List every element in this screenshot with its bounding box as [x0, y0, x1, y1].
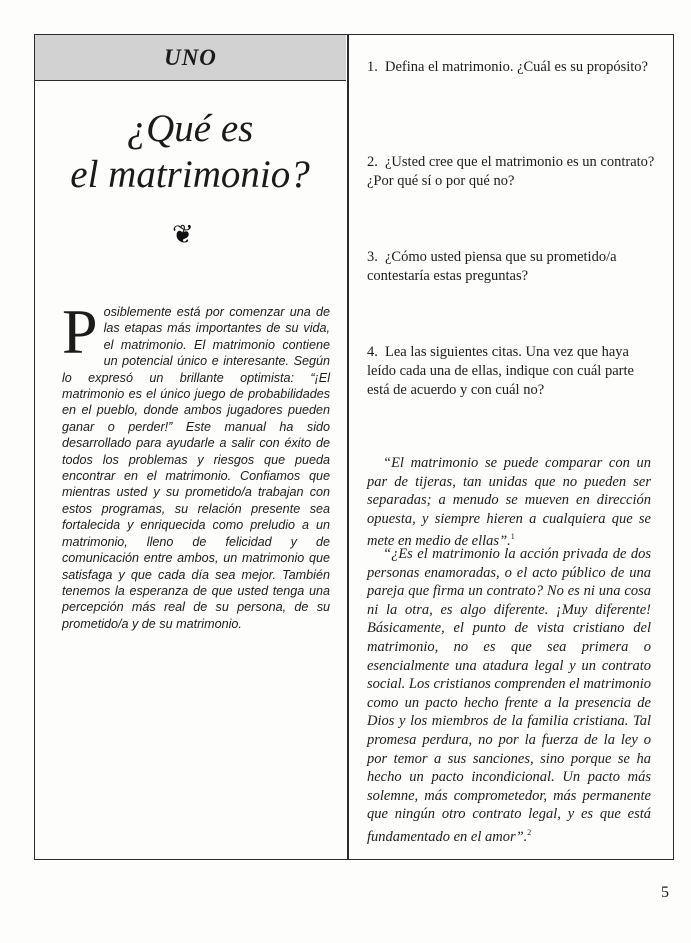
page-number: 5 — [661, 884, 669, 901]
intro-text: osiblemente está por comenzar una de las etapas más importantes de su vida, el matrimonio. El matrimonio contiene un potencial único e interesante. Según lo expresó un brillante optimista: “¡El matrimonio es el único juego de probabilidades en el pueblo, donde ambos jugadores pueden ganar o perder!” Este manual ha sido desarrollado para ayudarle a salir con éxito de todos los problemas y riesgos que pueda encontrar en el matrimonio. Confiamos que mientras usted y su prometido/a trabajan con estos programas, su relación presente sea fortalecida y enriquecida como preludio a un matrimonio, lleno de felicidad y de comunicación entre ambos, un matrimonio que satisfaga y que cada día sea mejor. También tenemos la esperanza de que usted tenga una percepción más real de su persona, de su prometido/a y de su matrimonio. — [62, 305, 330, 631]
question-number: 2. — [367, 154, 378, 170]
chapter-label: UNO — [164, 44, 217, 70]
question-1 — [367, 58, 655, 77]
question-3 — [367, 248, 655, 286]
question-number: 4. — [367, 344, 378, 360]
footnote-ref: 1 — [510, 532, 515, 542]
quote-2 — [367, 545, 651, 846]
page-title — [40, 106, 340, 198]
quote-text: “El matrimonio se puede comparar con un par de tijeras, tan unidas que no pueden ser separadas; a menudo se mueven en dirección opuesta, y siempre hieren a cualquiera que se mete en medio de ellas”. — [367, 455, 651, 550]
drop-cap: P — [62, 296, 98, 367]
quote-text: “¿Es el matrimonio la acción privada de dos personas enamoradas, o el acto público de una pareja que firma un contrato? No es ni una cosa ni la otra, es algo diferente. ¡Muy diferente! Básicamente, el punto de vista cristiano del matrimonio, no es que sea primera o esencialmente una atadura legal y un contrato social. Los cristianos comprenden el matrimonio como un pacto hecho frente a la presencia de Dios y los miembros de la familia cristiana. Tal promesa perdura, no por la fuerza de la ley o por temor a sus sanciones, sino porque se ha hecho un pacto incondicional. Un pacto más solemne, más comprometedor, más permanente que ningún otro contrato legal, y es que está fundamentado en el amor”. — [367, 546, 651, 845]
chapter-header — [35, 35, 346, 81]
quote-1 — [367, 454, 651, 551]
question-text: Defina el matrimonio. ¿Cuál es su propósito? — [385, 59, 648, 75]
question-text: ¿Cómo usted piensa que su prometido/a contestaría estas preguntas? — [367, 249, 617, 284]
fleuron-icon: ❦ — [172, 220, 194, 249]
question-text: ¿Usted cree que el matrimonio es un contrato? ¿Por qué sí o por qué no? — [367, 154, 655, 189]
question-number: 1. — [367, 59, 378, 75]
question-number: 3. — [367, 249, 378, 265]
intro-paragraph — [62, 296, 330, 632]
title-line-2: el matrimonio? — [70, 153, 310, 196]
question-4 — [367, 343, 655, 400]
column-divider — [347, 34, 349, 860]
title-line-1: ¿Qué es — [126, 107, 254, 150]
question-text: Lea las siguientes citas. Una vez que haya leído cada una de ellas, indique con cuál parte está de acuerdo y con cuál no? — [367, 344, 634, 398]
question-2 — [367, 153, 655, 191]
footnote-ref: 2 — [527, 827, 532, 837]
